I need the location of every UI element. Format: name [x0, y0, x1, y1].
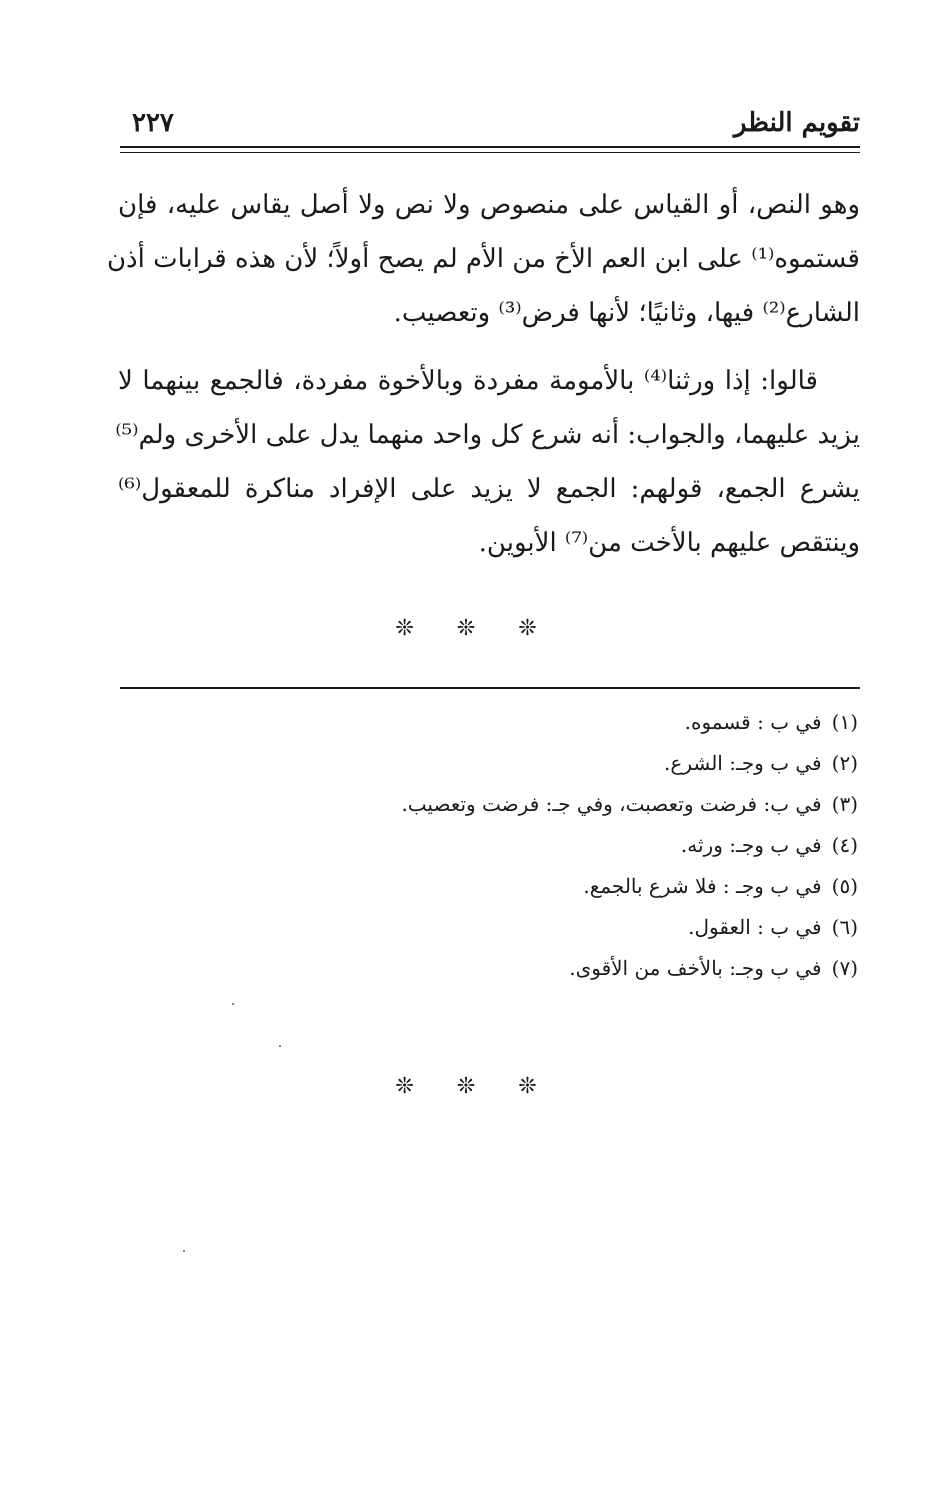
footnote-number: (١) — [831, 710, 858, 734]
footnote-rule — [120, 687, 860, 689]
footnote-number: (٤) — [831, 833, 858, 857]
footnote-item — [158, 948, 858, 989]
text-line: قالوا: إذا ورثنا⁽⁴⁾ بالأمومة مفردة وبالأخوة مفردة، فالجمع بينهما لا — [118, 366, 818, 396]
footnote-text: في ب وجـ: ورثه. — [680, 833, 822, 857]
footnote-text: في ب وجـ: بالأخف من الأقوى. — [569, 956, 822, 980]
footnote-item — [158, 907, 858, 948]
footnote-number: (٥) — [831, 874, 858, 898]
footnote-text: في ب وجـ: الشرع. — [664, 751, 822, 775]
text-line: وهو النص، أو القياس على منصوص ولا نص ولا أصل يقاس عليه، فإن — [118, 190, 860, 220]
running-title: تقويم النظر — [733, 108, 860, 138]
text-line: يشرع الجمع، قولهم: الجمع لا يزيد على الإفراد مناكرة للمعقول⁽⁶⁾ — [118, 474, 860, 504]
text-line: وينتقص عليهم بالأخت من⁽⁷⁾ الأبوين. — [478, 528, 860, 558]
header-rule-thin — [120, 152, 860, 153]
footnotes — [158, 702, 858, 989]
footnote-item — [158, 702, 858, 743]
footnote-item — [158, 784, 858, 825]
footnote-item — [158, 866, 858, 907]
footnote-text: في ب وجـ : فلا شرع بالجمع. — [583, 874, 822, 898]
section-separator: ❊ ❊ ❊ — [395, 616, 555, 641]
header-rule-thick — [120, 146, 860, 148]
page-number: ٢٢٧ — [132, 108, 174, 138]
footnote-item — [158, 743, 858, 784]
footnote-number: (٧) — [831, 956, 858, 980]
footnote-text: في ب : العقول. — [688, 915, 822, 939]
footnote-text: في ب : قسموه. — [684, 710, 822, 734]
scan-speck — [279, 1045, 281, 1047]
footnote-number: (٢) — [831, 751, 858, 775]
text-line: قستموه⁽¹⁾ على ابن العم الأخ من الأم لم يصح أولاً؛ لأن هذه قرابات أذن — [106, 244, 860, 274]
text-line: الشارع⁽²⁾ فيها، وثانيًا؛ لأنها فرض⁽³⁾ وتعصيب. — [393, 298, 860, 328]
scan-speck — [232, 1003, 234, 1005]
main-text — [106, 178, 860, 570]
scan-speck — [183, 1250, 185, 1252]
footnote-number: (٣) — [831, 792, 858, 816]
page-header — [120, 108, 860, 148]
text-line: يزيد عليهما، والجواب: أنه شرع كل واحد منهما يدل على الأخرى ولم⁽⁵⁾ — [115, 420, 860, 450]
end-separator: ❊ ❊ ❊ — [395, 1074, 555, 1099]
footnote-item — [158, 825, 858, 866]
footnote-number: (٦) — [831, 915, 858, 939]
footnote-text: في ب: فرضت وتعصبت، وفي جـ: فرضت وتعصيب. — [401, 792, 822, 816]
